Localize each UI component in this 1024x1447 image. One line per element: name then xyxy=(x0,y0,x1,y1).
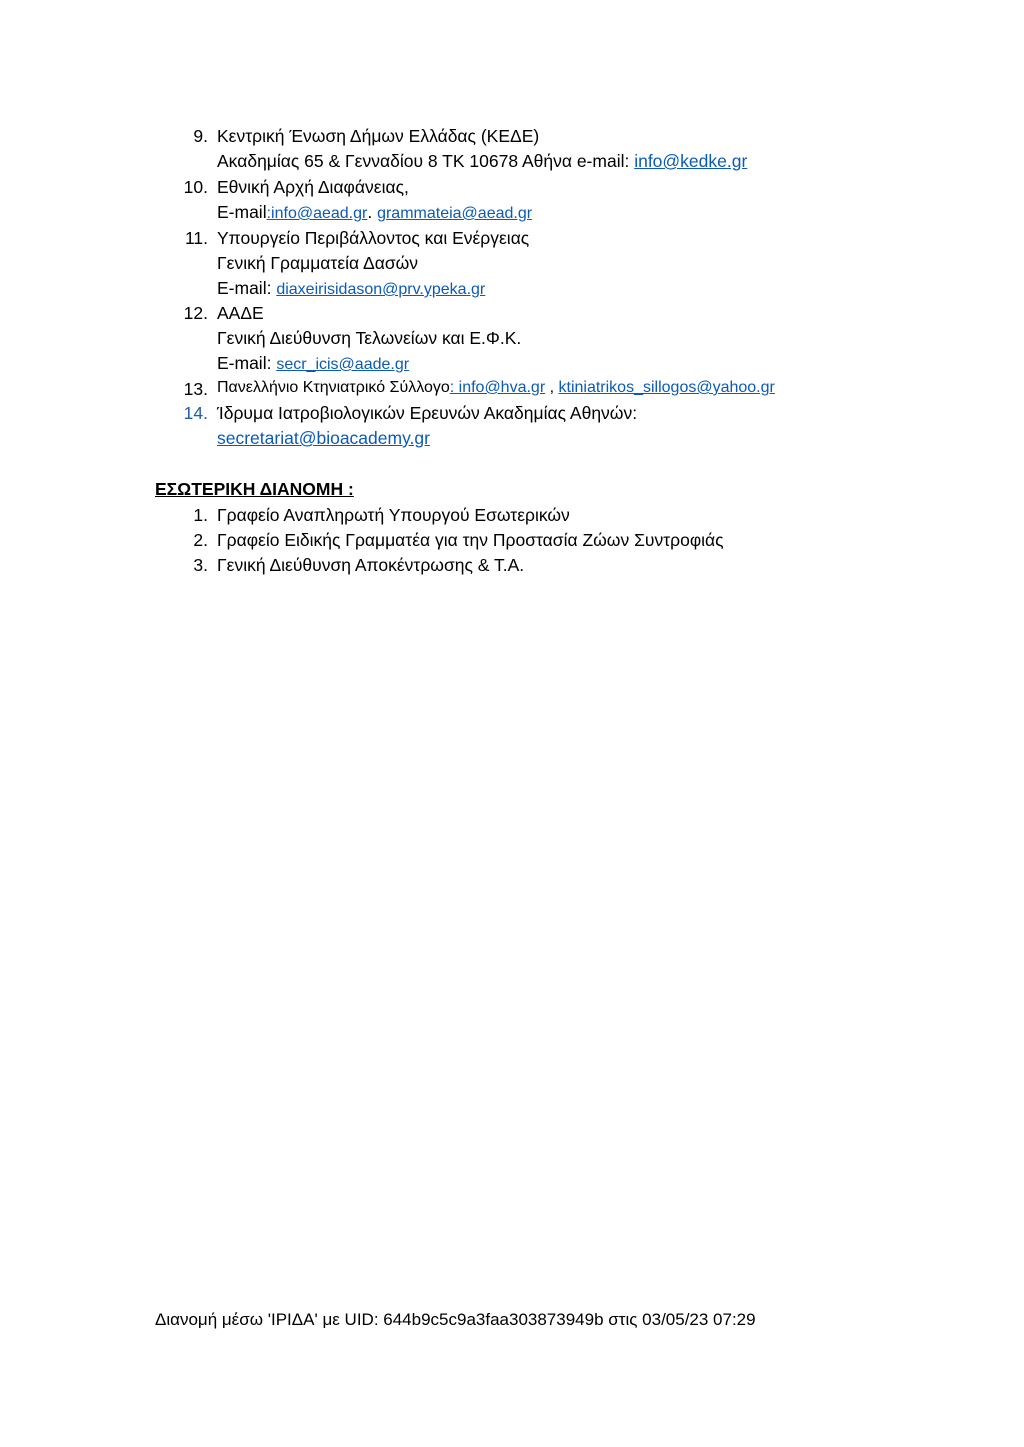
email-link[interactable]: secr_icis@aade.gr xyxy=(276,356,410,373)
email-link[interactable]: secretariat@bioacademy.gr xyxy=(217,428,430,448)
recipient-name: ΑΑΔΕ xyxy=(217,303,264,323)
list-item-text: Γενική Διεύθυνση Αποκέντρωσης & Τ.Α. xyxy=(217,555,525,575)
email-label: E-mail: xyxy=(217,278,277,298)
recipient-email xyxy=(217,353,409,374)
address-text: Ακαδημίας 65 & Γενναδίου 8 ΤΚ 10678 Αθήνα e-mail: xyxy=(217,151,635,171)
recipient-department: Γενική Γραμματεία Δασών xyxy=(217,253,419,273)
recipient-name: Εθνική Αρχή Διαφάνειας, xyxy=(217,177,409,197)
recipient-name: Κεντρική Ένωση Δήμων Ελλάδας (ΚΕΔΕ) xyxy=(217,126,540,146)
list-item-text: Γραφείο Αναπληρωτή Υπουργού Εσωτερικών xyxy=(217,505,570,525)
list-number: 3. xyxy=(193,555,208,575)
list-number: 2. xyxy=(193,530,208,550)
list-number: 1. xyxy=(193,505,208,525)
list-number: 13. xyxy=(183,379,208,399)
separator: . xyxy=(367,202,378,222)
recipient-department: Γενική Διεύθυνση Τελωνείων και Ε.Φ.Κ. xyxy=(217,328,522,348)
email-link[interactable]: diaxeirisidason@prv.ypeka.gr xyxy=(276,281,486,298)
list-number: 11. xyxy=(184,228,208,248)
email-link[interactable]: :info@aead.gr xyxy=(266,205,368,222)
list-number: 9. xyxy=(193,126,208,146)
recipient-email xyxy=(217,202,532,223)
email-label: E-mail: xyxy=(217,353,277,373)
internal-distribution-heading: ΕΣΩΤΕΡΙΚΗ ΔΙΑΝΟΜΗ : xyxy=(155,479,354,499)
email-link[interactable]: : info@hva.gr xyxy=(449,379,546,396)
separator: , xyxy=(545,379,559,396)
distribution-footer: Διανομή μέσω 'ΙΡΙΔΑ' με UID: 644b9c5c9a3faa303873949b στις 03/05/23 07:29 xyxy=(155,1310,756,1329)
email-link[interactable]: grammateia@aead.gr xyxy=(377,205,533,222)
email-label: E-mail xyxy=(217,202,267,222)
list-item-text: Γραφείο Ειδικής Γραμματέα για την Προστασία Ζώων Συντροφιάς xyxy=(217,530,724,550)
recipient-name: Πανελλήνιο Κτηνιατρικό Σύλλογο xyxy=(217,379,450,396)
list-number: 10. xyxy=(183,177,208,197)
list-number: 12. xyxy=(183,303,208,323)
recipient-name: Υπουργείο Περιβάλλοντος και Ενέργειας xyxy=(217,228,530,248)
recipient-name: Ίδρυμα Ιατροβιολογικών Ερευνών Ακαδημίας Αθηνών: xyxy=(217,403,638,423)
email-link[interactable]: info@kedke.gr xyxy=(634,151,748,171)
recipient-line xyxy=(217,379,775,397)
recipient-email xyxy=(217,278,485,299)
recipient-address xyxy=(217,151,747,172)
list-number: 14. xyxy=(183,403,208,423)
email-link[interactable]: ktiniatrikos_sillogos@yahoo.gr xyxy=(558,379,775,396)
